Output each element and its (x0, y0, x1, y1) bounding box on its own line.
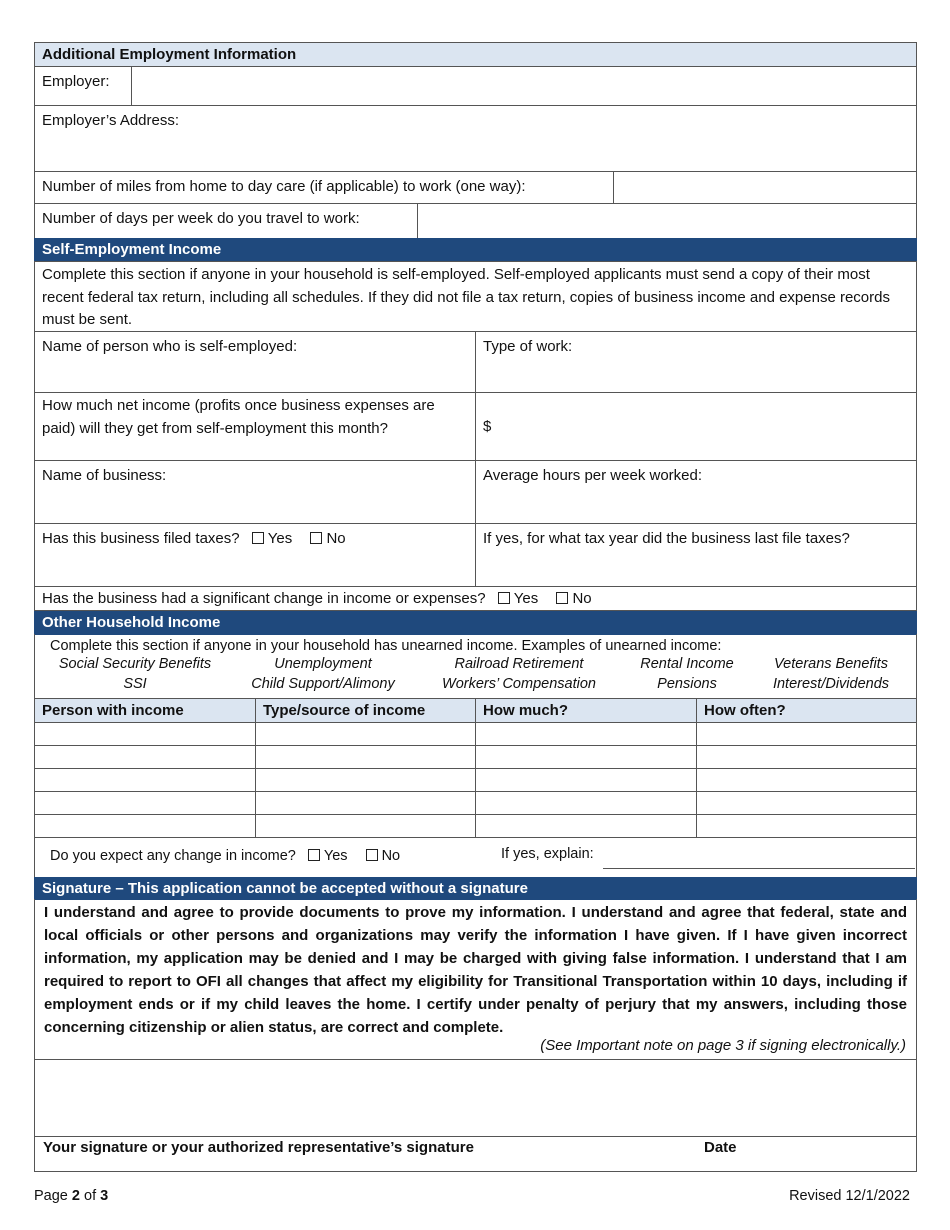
yes-label: Yes (513, 590, 539, 607)
other-income-intro-block (34, 634, 917, 699)
signature-box[interactable] (34, 1059, 917, 1137)
filed-taxes-label: Has this business filed taxes? (42, 530, 240, 547)
explain-input-line[interactable] (603, 868, 915, 869)
table-row (34, 723, 917, 746)
checkbox-icon[interactable] (310, 532, 322, 544)
avg-hours-label: Average hours per week worked: (483, 467, 703, 484)
page-current: 2 (71, 1188, 80, 1204)
checkbox-icon[interactable] (498, 592, 510, 604)
checkbox-icon[interactable] (556, 592, 568, 604)
net-income-label: How much net income (profits once business expenses are paid) will they get from self-employment this month? (42, 397, 435, 437)
self-employment-header (34, 238, 917, 262)
column-divider (696, 699, 697, 722)
revision-date: Revised 12/1/2022 (789, 1188, 910, 1204)
no-label: No (381, 848, 401, 864)
section-title: Signature – This application cannot be accepted without a signature (42, 880, 528, 897)
days-label-cell (34, 203, 418, 239)
example-pensions: Pensions (657, 676, 717, 692)
page-of: of (84, 1188, 97, 1204)
column-header-type: Type/source of income (263, 702, 426, 719)
no-label: No (326, 530, 346, 547)
signature-statement-block (34, 899, 917, 1060)
person-cell[interactable] (35, 723, 255, 745)
income-change-yes-option[interactable] (308, 848, 348, 864)
column-header-amount: How much? (483, 702, 568, 719)
amount-cell[interactable] (475, 746, 696, 768)
person-cell[interactable] (35, 815, 255, 837)
signature-label-row (34, 1136, 917, 1172)
table-row (34, 792, 917, 815)
example-workers-compensation: Workers’ Compensation (442, 676, 596, 692)
example-child-support: Child Support/Alimony (251, 676, 395, 692)
days-label: Number of days per week do you travel to work: (42, 210, 360, 227)
section-title: Other Household Income (42, 614, 221, 631)
table-row (34, 746, 917, 769)
table-row (34, 815, 917, 838)
section-title: Self-Employment Income (42, 241, 222, 258)
tax-year-field[interactable] (475, 523, 917, 587)
miles-label: Number of miles from home to day care (if applicable) to work (one way): (42, 178, 526, 195)
work-type-field[interactable] (475, 331, 917, 393)
frequency-cell[interactable] (696, 746, 916, 768)
income-change-label: Do you expect any change in income? (50, 848, 296, 864)
electronic-signing-note: (See Important note on page 3 if signing electronically.) (540, 1037, 906, 1054)
type-cell[interactable] (255, 746, 475, 768)
employer-label-cell (34, 66, 132, 106)
business-change-yes-option[interactable] (498, 588, 538, 609)
employer-field[interactable] (131, 66, 917, 106)
section-title: Additional Employment Information (42, 46, 297, 63)
type-cell[interactable] (255, 815, 475, 837)
employer-address-label: Employer’s Address: (42, 112, 180, 129)
employer-label: Employer: (42, 73, 110, 90)
type-cell[interactable] (255, 723, 475, 745)
self-employment-intro (34, 261, 917, 332)
person-cell[interactable] (35, 792, 255, 814)
intro-text: Complete this section if anyone in your household is self-employed. Self-employed applicants must send a copy of their most recent federal tax return, including all schedules. If they did not file a tax return, copies of business income and expense records must be sent. (42, 266, 890, 328)
filed-taxes-yes-option[interactable] (252, 528, 292, 549)
net-income-field[interactable] (475, 392, 917, 461)
income-table-header (34, 698, 917, 723)
type-cell[interactable] (255, 769, 475, 791)
frequency-cell[interactable] (696, 723, 916, 745)
tax-year-label: If yes, for what tax year did the business last file taxes? (483, 530, 850, 547)
table-row (34, 769, 917, 792)
example-social-security: Social Security Benefits (58, 656, 212, 672)
page-total: 3 (100, 1188, 109, 1204)
miles-label-cell (34, 171, 614, 204)
other-income-intro: Complete this section if anyone in your household has unearned income. Examples of unearned income: (50, 638, 722, 654)
business-change-no-option[interactable] (556, 588, 591, 609)
frequency-cell[interactable] (696, 815, 916, 837)
income-change-row (34, 838, 917, 878)
employer-address-field[interactable] (34, 105, 917, 172)
person-cell[interactable] (35, 769, 255, 791)
example-rental-income: Rental Income (640, 656, 734, 672)
filed-taxes-no-option[interactable] (310, 528, 345, 549)
explain-label: If yes, explain: (501, 846, 594, 862)
column-header-person: Person with income (42, 702, 184, 719)
person-label: Name of person who is self-employed: (42, 338, 298, 355)
no-label: No (572, 590, 592, 607)
income-change-question (50, 848, 400, 864)
additional-employment-header (34, 42, 917, 67)
amount-cell[interactable] (475, 769, 696, 791)
checkbox-icon[interactable] (308, 849, 320, 861)
page-word: Page (34, 1188, 68, 1204)
example-railroad-retirement: Railroad Retirement (454, 656, 584, 672)
frequency-cell[interactable] (696, 769, 916, 791)
column-divider (255, 699, 256, 722)
miles-field[interactable] (613, 171, 917, 204)
amount-cell[interactable] (475, 815, 696, 837)
self-employed-person-field[interactable] (34, 331, 476, 393)
yes-label: Yes (323, 848, 348, 864)
person-cell[interactable] (35, 746, 255, 768)
amount-cell[interactable] (475, 792, 696, 814)
example-veterans-benefits: Veterans Benefits (774, 656, 888, 672)
work-type-label: Type of work: (483, 338, 573, 355)
income-change-no-option[interactable] (366, 848, 401, 864)
example-interest-dividends: Interest/Dividends (772, 676, 890, 692)
date-label: Date (704, 1139, 737, 1156)
net-income-label-cell (34, 392, 476, 461)
example-ssi: SSI (123, 676, 147, 692)
days-field[interactable] (417, 203, 917, 239)
business-name-label: Name of business: (42, 467, 167, 484)
page-number (34, 1188, 108, 1204)
currency-symbol: $ (483, 418, 492, 435)
signature-label: Your signature or your authorized representative’s signature (43, 1139, 474, 1156)
checkbox-icon[interactable] (366, 849, 378, 861)
avg-hours-field[interactable] (475, 460, 917, 524)
column-header-frequency: How often? (704, 702, 786, 719)
business-change-label: Has the business had a significant change in income or expenses? (42, 590, 486, 607)
business-change-cell (34, 586, 917, 611)
signature-statement: I understand and agree to provide documents to prove my information. I understand and agree that federal, state and local officials or other persons and organizations may verify the information I have given. If I have given incorrect information, my application may be denied and I may be charged with giving false information. I understand that I am required to report to OFI all changes that affect my eligibility for Transitional Transportation within 10 days, including if employment ends or if my child leaves the home. I certify under penalty of perjury that my answers, including those concerning citizenship or alien status, are correct and complete. (44, 904, 907, 1036)
example-unemployment: Unemployment (274, 656, 372, 672)
column-divider (475, 699, 476, 722)
filed-taxes-cell (34, 523, 476, 587)
signature-header (34, 877, 917, 900)
amount-cell[interactable] (475, 723, 696, 745)
checkbox-icon[interactable] (252, 532, 264, 544)
yes-label: Yes (267, 530, 293, 547)
frequency-cell[interactable] (696, 792, 916, 814)
other-income-header (34, 611, 917, 635)
type-cell[interactable] (255, 792, 475, 814)
business-name-field[interactable] (34, 460, 476, 524)
